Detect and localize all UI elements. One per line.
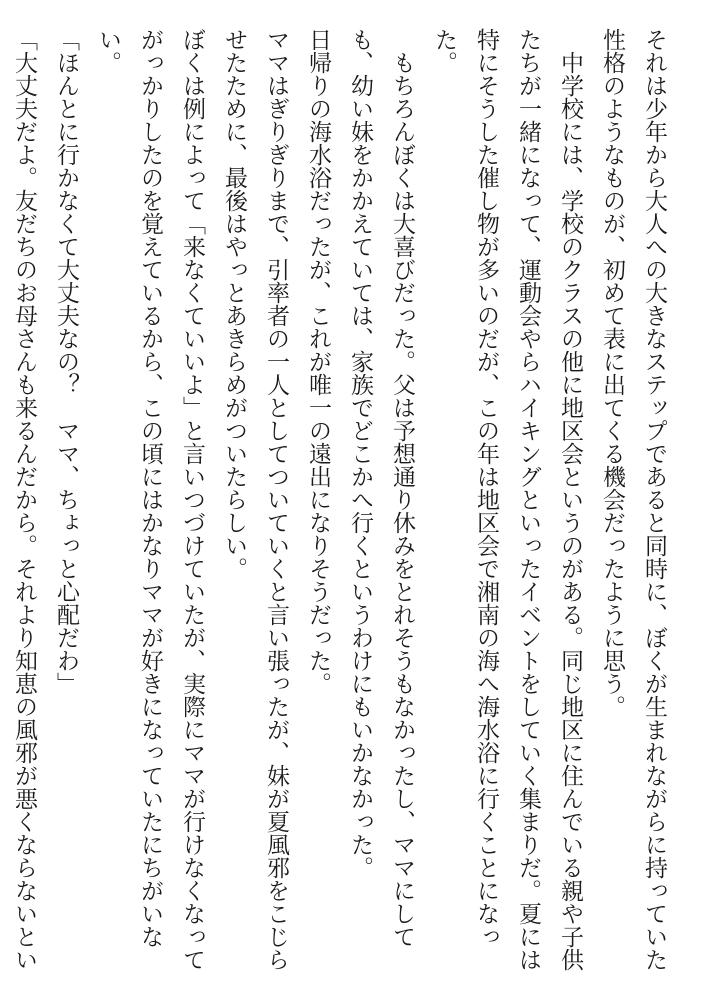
- paragraph: ぼくは例によって「来なくていいよ」と言いつづけていたが、実際にママが行けなくなってがっかりしたのを覚えているから、この頃にはかなりママが好きになっていたにちがいない。: [95, 28, 205, 971]
- paragraph: 中学校には、学校のクラスの他に地区会というのがある。同じ地区に住んでいる親や子供たちが一緒になって、運動会やらハイキングといったイベントをしていく集まりだ。夏には特にそうした催し物が多いのだが、この年は地区会で湘南の海へ海水浴に行くことになった。: [431, 28, 583, 971]
- paragraph: ママはぎりぎりまで、引率者の一人としてついていくと言い張ったが、妹が夏風邪をこじらせたために、最後はやっとあきらめがついたらしい。: [221, 28, 289, 971]
- dialogue-line: 「大丈夫だよ。友だちのお母さんも来るんだから。それより知恵の風邪が悪くならないとい: [11, 28, 37, 971]
- paragraph: もちろんぼくは大喜びだった。父は予想通り休みをとれそうもなかったし、ママにしても、幼い妹をかかえていては、家族でどこかへ行くというわけにもいかなかった。: [347, 28, 415, 948]
- paragraph: 日帰りの海水浴だったが、これが唯一の遠出になりそうだった。: [305, 28, 331, 695]
- paragraph: それは少年から大人への大きなステップであると同時に、ぼくが生まれながらに持っていた性格のようなものが、初めて表に出てくる機会だったように思う。: [599, 28, 667, 971]
- vertical-text-body: [11, 28, 675, 978]
- dialogue-line: 「ほんとに行かなくて大丈夫なの？ ママ、ちょっと心配だわ」: [53, 28, 79, 695]
